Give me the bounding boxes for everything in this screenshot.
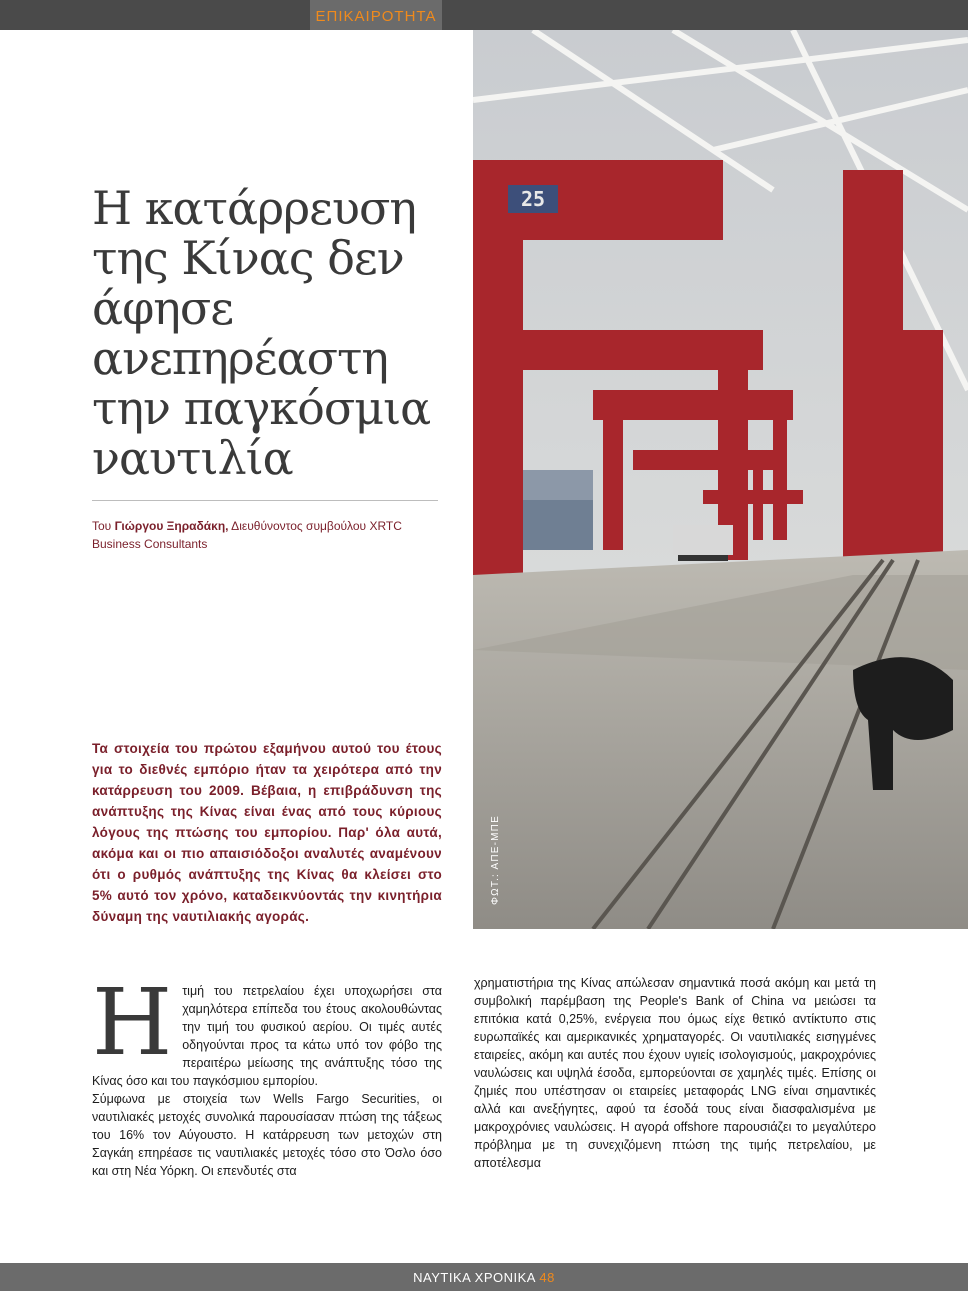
port-cranes-photo bbox=[473, 30, 968, 929]
byline-prefix: Του bbox=[92, 519, 115, 533]
headline-divider bbox=[92, 500, 438, 501]
article-headline: Η κατάρρευση της Κίνας δεν άφησε ανεπηρέαστη την παγκόσμια ναυτιλία bbox=[92, 181, 431, 485]
article-lead: Τα στοιχεία του πρώτου εξαμήνου αυτού του έτους για το διεθνές εμπόριο ήταν τα χειρότερα από την κατάρρευση του 2009. Βέβαια, η επιβράδυνση της ανάπτυξης της Κίνας είναι ένας από τους κύριους λόγους της πτώσης του εμπορίου. Παρ' όλα αυτά, ακόμα και οι πιο απαισιόδοξοι αναλυτές αναμένουν ότι ο ρυθμός ανάπτυξης της Κίνας θα κλείσει στο 5% αυτό τον χρόνο, καταδεικνύοντάς την κινητήρια δύναμη της ναυτιλιακής αγοράς. bbox=[92, 741, 442, 924]
drop-cap: Η bbox=[92, 969, 173, 1076]
photo-credit: ΦΩΤ.: ΑΠΕ-ΜΠΕ bbox=[490, 815, 501, 905]
magazine-name: ΝΑΥΤΙΚΑ ΧΡΟΝΙΚΑ bbox=[413, 1270, 536, 1285]
byline bbox=[92, 517, 442, 553]
body-paragraph: χρηματιστήρια της Κίνας απώλεσαν σημαντικά ποσά ακόμη και μετά τη συμβολική παρέμβαση της People's Bank of China να μειώσει τα επιτόκια κατά 0,25%, ενέργεια που όμως είχε θετικό αντίκτυπο στις ευρωπαϊκές και αμερικανικές χρηματαγορές. Οι ναυτιλιακές εισηγμένες εταιρείες, ακόμη και αυτές που έχουν υγιείς ισολογισμούς, μακροχρόνιες ναυλώσεις και υψηλά έσοδα, εμπορεύονται σε χαμηλές τιμές. Επίσης οι ζημιές που υπέστησαν οι εταιρείες μεταφοράς LNG είναι σημαντικές αλλά και ανεξήγητες, αφού τα έσοδά τους είναι διασφαλισμένα με μακροχρόνιες ναυλώσεις. Η αγορά offshore παρουσιάζει το μεγαλύτερο πρόβλημα με τη συνεχιζόμενη πτώση της τιμής πετρελαίου, με αποτέλεσμα bbox=[474, 976, 876, 1170]
crane-number-sign: 25 bbox=[520, 187, 546, 211]
author-name: Γιώργου Ξηραδάκη, bbox=[114, 519, 229, 533]
body-column-right bbox=[474, 974, 876, 1172]
page-number: 48 bbox=[539, 1270, 555, 1285]
top-section-bar bbox=[0, 0, 968, 30]
page-footer bbox=[0, 1263, 968, 1291]
body-paragraph: Σύμφωνα με στοιχεία των Wells Fargo Securities, οι ναυτιλιακές μετοχές συνολικά παρουσίασαν πτώση της τάξεως του 16% τον Αύγουστο. Η κατάρρευση των μετοχών στη Σαγκάη επηρέασε τις ναυτιλιακές μετοχές τόσο στο Όσλο όσο και στη Νέα Υόρκη. Οι επενδυτές στα bbox=[92, 1092, 442, 1178]
section-label: ΕΠΙΚΑΙΡΟΤΗΤΑ bbox=[310, 0, 442, 30]
author-role: Διευθύνοντος συμβούλου XRTC Business Consultants bbox=[92, 519, 402, 551]
body-paragraph: τιμή του πετρελαίου έχει υποχωρήσει στα χαμηλότερα επίπεδα του έτους ακολουθώντας την τιμή του φυσικού αερίου. Οι τιμές αυτές οδηγούνται προς τα κάτω υπό τον φόβο της περαιτέρω μείωσης της ανάπτυξης τόσο της Κίνας όσο και του παγκόσμιου εμπορίου. bbox=[92, 984, 442, 1088]
body-column-left bbox=[92, 969, 442, 1180]
